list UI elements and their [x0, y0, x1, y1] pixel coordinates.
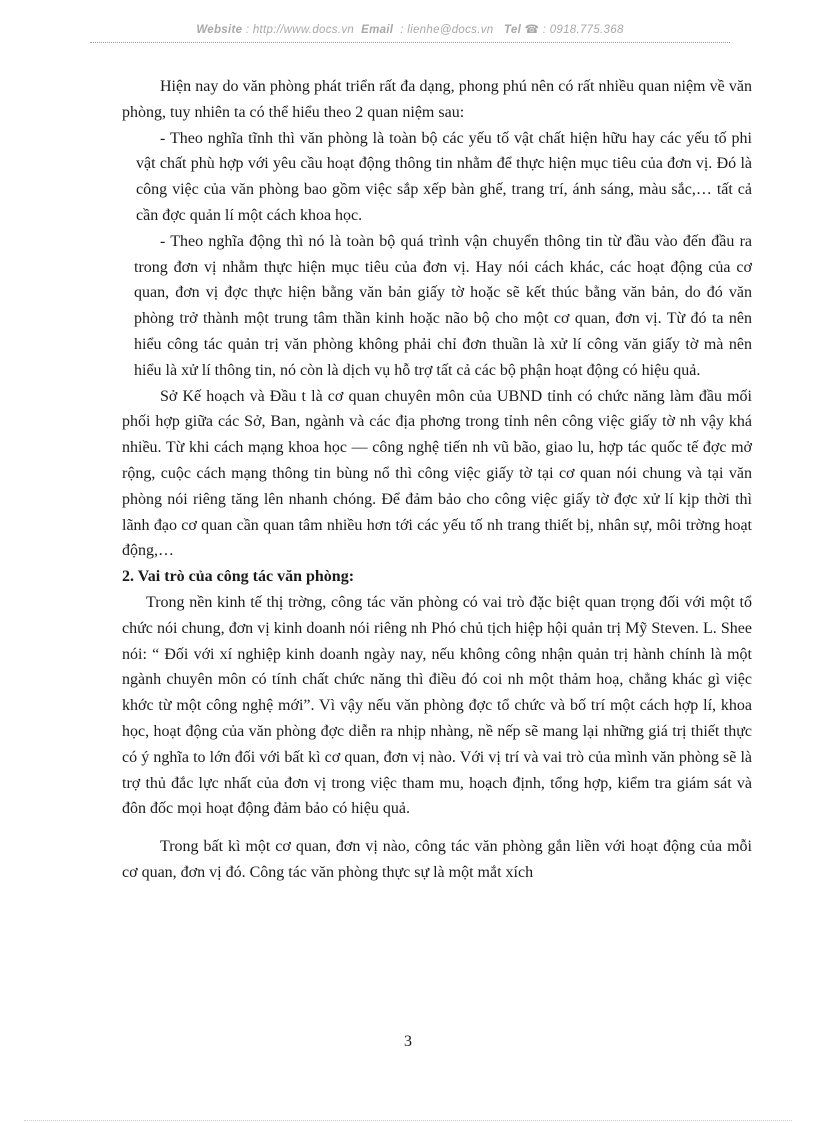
paragraph-role: Trong nền kinh tế thị trờng, công tác văn phòng có vai trò đặc biệt quan trọng đối với một tổ chức nói chung, đơn vị kinh doanh nói riêng nh Phó chủ tịch hiệp hội quản trị Mỹ Steven. L. Shee nói: “ Đối với xí nghiệp kinh doanh ngày nay, nếu không công nhận quản trị hành chính là một ngành chuyên môn có tính chất chức năng thì điều đó coi nh một thảm hoạ, chẳng khác gì việc khớc từ một công nghệ mới”. Vì vậy nếu văn phòng đợc tổ chức và bố trí một cách hợp lí, khoa học, hoạt động của văn phòng đợc diễn ra nhịp nhàng, nề nếp sẽ mang lại những giá trị thiết thực có ý nghĩa to lớn đối với bất kì cơ quan, đơn vị nào. Với vị trí và vai trò của mình văn phòng sẽ là trợ thủ đắc lực nhất của đơn vị trong việc tham mu, hoạch định, tổng hợp, kiểm tra giám sát và đôn đốc mọi hoạt động đảm bảo có hiệu quả.	[122, 593, 752, 818]
email-value: : lienhe@docs.vn	[400, 24, 494, 36]
header-divider	[90, 42, 730, 43]
paragraph-gap	[122, 822, 752, 834]
paragraph-department: Sở Kế hoạch và Đầu t là cơ quan chuyên môn của UBND tỉnh có chức năng làm đầu mối phối hợp giữa các Sở, Ban, ngành và các địa phơng trong tỉnh nên công việc giấy tờ nh vậy khá nhiều. Từ khi cách mạng khoa học — công nghệ tiến nh vũ bão, giao lu, hợp tác quốc tế đợc mở rộng, cuộc cách mạng thông tin bùng nổ thì công việc giấy tờ tại cơ quan nói chung và tại văn phòng nói riêng tăng lên nhanh chóng. Để đảm bảo cho công việc giấy tờ đợc xử lí kịp thời thì lãnh đạo cơ quan cần quan tâm nhiều hơn tới các yếu tố nh trang thiết bị, nhân sự, môi trờng hoạt động,…	[122, 387, 752, 560]
page-header	[90, 22, 730, 36]
section-heading: 2. Vai trò của công tác văn phòng:	[122, 568, 355, 586]
paragraph-static-meaning: - Theo nghĩa tĩnh thì văn phòng là toàn bộ các yếu tố vật chất hiện hữu hay các yếu tố phi vật chất phù hợp với yêu cầu hoạt động thông tin nhằm để thực hiện mục tiêu của đơn vị. Đó là công việc của văn phòng bao gồm việc sắp xếp bàn ghế, trang trí, ánh sáng, màu sắc,… tất cả cần đợc quản lí một cách khoa học.	[136, 129, 752, 224]
website-value: : http://www.docs.vn	[245, 24, 355, 36]
email-label: Email	[361, 24, 394, 36]
paragraph-closing: Trong bất kì một cơ quan, đơn vị nào, công tác văn phòng gắn liền với hoạt động của mỗi cơ quan, đơn vị đó. Công tác văn phòng thực sự là một mắt xích	[122, 838, 752, 881]
page-number: 3	[404, 1033, 412, 1050]
website-label: Website	[196, 24, 243, 36]
paragraph-intro: Hiện nay do văn phòng phát triển rất đa dạng, phong phú nên có rất nhiều quan niệm về văn phòng, tuy nhiên ta có thể hiểu theo 2 quan niệm sau:	[122, 78, 752, 121]
tel-label: Tel	[503, 24, 522, 36]
document-body	[122, 74, 752, 886]
footer-divider	[24, 1120, 792, 1121]
tel-value: ☎ : 0918.775.368	[524, 24, 624, 36]
paragraph-dynamic-meaning: - Theo nghĩa động thì nó là toàn bộ quá trình vận chuyển thông tin từ đầu vào đến đầu ra trong đơn vị nhằm thực hiện mục tiêu của đơn vị. Hay nói cách khác, các hoạt động của cơ quan, đơn vị đợc thực hiện bằng văn bản giấy tờ hoặc sẽ kết thúc bằng văn bản, do đó văn phòng trở thành một trung tâm thần kinh hoặc não bộ cho một cơ quan, đơn vị. Từ đó ta nên hiểu công tác quản trị văn phòng không phải chỉ đơn thuần là xử lí công văn giấy tờ mà nên hiểu là xử lí thông tin, nó còn là dịch vụ hỗ trợ tất cả các bộ phận hoạt động có hiệu quả.	[134, 232, 752, 379]
